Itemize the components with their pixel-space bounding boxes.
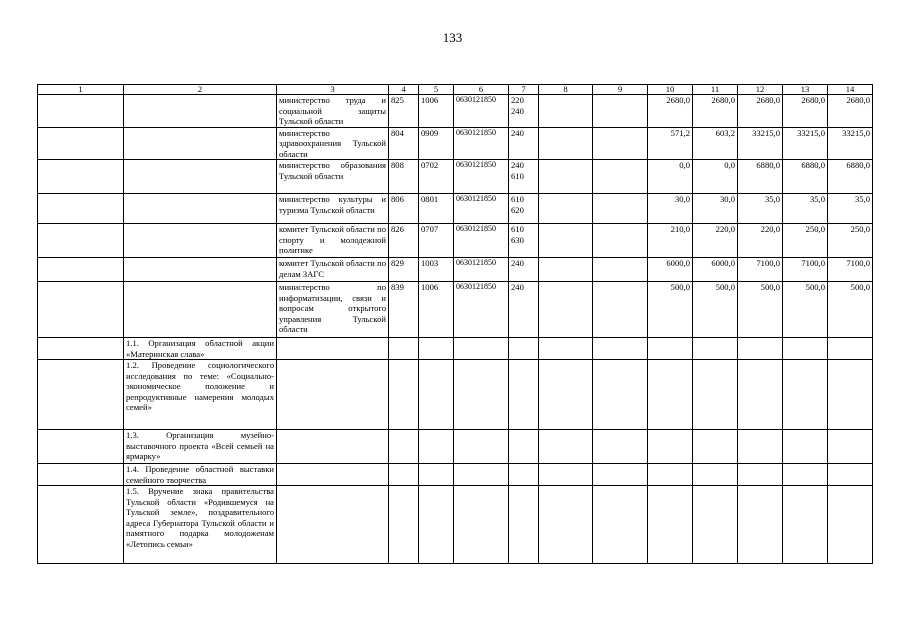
cell-c7: 610 620 (509, 194, 539, 224)
cell-c13: 500,0 (783, 282, 828, 338)
cell-c11: 30,0 (693, 194, 738, 224)
cell-c8 (539, 160, 593, 194)
cell-c4: 829 (389, 258, 419, 282)
cell-c10 (648, 464, 693, 486)
cell-c3 (277, 360, 389, 430)
cell-c9 (593, 224, 648, 258)
cell-c5: 1006 (419, 95, 454, 128)
cell-c7 (509, 338, 539, 360)
cell-c8 (539, 464, 593, 486)
cell-c6 (454, 464, 509, 486)
cell-c8 (539, 194, 593, 224)
cell-c9 (593, 282, 648, 338)
table-row (38, 194, 873, 224)
column-header: 2 (124, 85, 277, 95)
cell-c8 (539, 430, 593, 464)
cell-c4 (389, 338, 419, 360)
cell-c5 (419, 486, 454, 564)
cell-c7 (509, 360, 539, 430)
cell-c6: 0630121850 (454, 258, 509, 282)
cell-c11 (693, 338, 738, 360)
cell-c3: министерство труда и социальной защиты Тульской области (277, 95, 389, 128)
cell-c6 (454, 338, 509, 360)
cell-c9 (593, 127, 648, 160)
column-header: 12 (738, 85, 783, 95)
cell-c12: 7100,0 (738, 258, 783, 282)
cell-c5: 0801 (419, 194, 454, 224)
table-row (38, 282, 873, 338)
cell-c9 (593, 194, 648, 224)
cell-c4 (389, 486, 419, 564)
cell-c4: 808 (389, 160, 419, 194)
column-header: 5 (419, 85, 454, 95)
cell-c4: 806 (389, 194, 419, 224)
cell-c4: 825 (389, 95, 419, 128)
table-row (38, 160, 873, 194)
cell-c2: 1.2. Проведение социологического исследования по теме: «Социально-экономическое положение и репродуктивные намерения молодых семей» (124, 360, 277, 430)
cell-c4 (389, 360, 419, 430)
cell-c8 (539, 486, 593, 564)
cell-c12 (738, 338, 783, 360)
cell-c11: 500,0 (693, 282, 738, 338)
cell-c7: 220 240 (509, 95, 539, 128)
header-row (38, 85, 873, 95)
cell-c9 (593, 464, 648, 486)
cell-c11: 0,0 (693, 160, 738, 194)
cell-c2 (124, 224, 277, 258)
cell-c11: 603,2 (693, 127, 738, 160)
cell-c12 (738, 464, 783, 486)
cell-c12 (738, 360, 783, 430)
cell-c14 (828, 338, 873, 360)
cell-c7: 240 610 (509, 160, 539, 194)
cell-c2: 1.5. Вручение знака правительства Тульской области «Родившемуся на Тульской земле», поздравительного адреса Губернатора Тульской области и памятного подарка молодоженам «Летопись семьи» (124, 486, 277, 564)
cell-c7: 610 630 (509, 224, 539, 258)
cell-c3 (277, 338, 389, 360)
cell-c6: 0630121850 (454, 127, 509, 160)
cell-c7: 240 (509, 127, 539, 160)
cell-c13 (783, 338, 828, 360)
column-header: 11 (693, 85, 738, 95)
cell-c9 (593, 338, 648, 360)
cell-c14: 6880,0 (828, 160, 873, 194)
cell-c10 (648, 430, 693, 464)
cell-c11 (693, 464, 738, 486)
table-row (38, 464, 873, 486)
cell-c2 (124, 194, 277, 224)
cell-c6: 0630121850 (454, 224, 509, 258)
table-row (38, 486, 873, 564)
cell-c10 (648, 360, 693, 430)
cell-empty (38, 430, 124, 464)
cell-c2 (124, 282, 277, 338)
column-header: 7 (509, 85, 539, 95)
cell-c2 (124, 127, 277, 160)
cell-c13: 2680,0 (783, 95, 828, 128)
cell-c7 (509, 464, 539, 486)
cell-empty (38, 194, 124, 224)
table-row (38, 127, 873, 160)
cell-c3 (277, 430, 389, 464)
cell-c4: 804 (389, 127, 419, 160)
cell-c9 (593, 258, 648, 282)
cell-c12: 220,0 (738, 224, 783, 258)
column-header: 13 (783, 85, 828, 95)
cell-c12: 6880,0 (738, 160, 783, 194)
cell-c12: 35,0 (738, 194, 783, 224)
table-row (38, 95, 873, 128)
table-row (38, 360, 873, 430)
cell-c8 (539, 258, 593, 282)
cell-c6: 0630121850 (454, 282, 509, 338)
cell-c8 (539, 282, 593, 338)
cell-c13: 250,0 (783, 224, 828, 258)
column-header: 6 (454, 85, 509, 95)
cell-c2 (124, 95, 277, 128)
column-header: 1 (38, 85, 124, 95)
cell-c3: комитет Тульской области по спорту и молодежной политике (277, 224, 389, 258)
cell-c5: 0909 (419, 127, 454, 160)
cell-c4 (389, 464, 419, 486)
cell-empty (38, 160, 124, 194)
cell-c10: 2680,0 (648, 95, 693, 128)
cell-c2 (124, 160, 277, 194)
cell-c8 (539, 127, 593, 160)
cell-c14: 2680,0 (828, 95, 873, 128)
cell-c3: министерство культуры и туризма Тульской области (277, 194, 389, 224)
cell-c6: 0630121850 (454, 194, 509, 224)
column-header: 8 (539, 85, 593, 95)
cell-c5 (419, 360, 454, 430)
cell-c8 (539, 224, 593, 258)
cell-empty (38, 127, 124, 160)
cell-c12: 33215,0 (738, 127, 783, 160)
cell-c10: 0,0 (648, 160, 693, 194)
cell-c3: министерство здравоохранения Тульской области (277, 127, 389, 160)
cell-c5: 0702 (419, 160, 454, 194)
column-header: 3 (277, 85, 389, 95)
cell-c10: 571,2 (648, 127, 693, 160)
cell-c2: 1.1. Организация областной акции «Материнская слава» (124, 338, 277, 360)
cell-c14: 500,0 (828, 282, 873, 338)
cell-c12: 500,0 (738, 282, 783, 338)
cell-c14: 250,0 (828, 224, 873, 258)
cell-c3: министерство образования Тульской области (277, 160, 389, 194)
cell-c13: 6880,0 (783, 160, 828, 194)
table-row (38, 224, 873, 258)
cell-c11 (693, 486, 738, 564)
cell-c10: 6000,0 (648, 258, 693, 282)
cell-c9 (593, 160, 648, 194)
cell-c10 (648, 486, 693, 564)
cell-empty (38, 224, 124, 258)
column-header: 14 (828, 85, 873, 95)
cell-c5 (419, 464, 454, 486)
cell-c8 (539, 95, 593, 128)
cell-c6 (454, 430, 509, 464)
cell-c4: 826 (389, 224, 419, 258)
cell-c10: 210,0 (648, 224, 693, 258)
cell-c5 (419, 430, 454, 464)
cell-empty (38, 282, 124, 338)
cell-empty (38, 338, 124, 360)
cell-c13 (783, 486, 828, 564)
page-number: 133 (442, 30, 463, 45)
cell-c13: 33215,0 (783, 127, 828, 160)
cell-c10: 500,0 (648, 282, 693, 338)
cell-c13 (783, 464, 828, 486)
cell-c7 (509, 430, 539, 464)
cell-c4: 839 (389, 282, 419, 338)
cell-c13 (783, 360, 828, 430)
cell-c14: 33215,0 (828, 127, 873, 160)
cell-c7: 240 (509, 282, 539, 338)
cell-c6: 0630121850 (454, 160, 509, 194)
cell-c6 (454, 360, 509, 430)
cell-c12 (738, 486, 783, 564)
cell-c14 (828, 464, 873, 486)
cell-c14 (828, 486, 873, 564)
cell-c2 (124, 258, 277, 282)
cell-c14: 35,0 (828, 194, 873, 224)
cell-empty (38, 258, 124, 282)
cell-c11: 2680,0 (693, 95, 738, 128)
cell-c9 (593, 430, 648, 464)
cell-c8 (539, 338, 593, 360)
cell-c13: 35,0 (783, 194, 828, 224)
cell-c14: 7100,0 (828, 258, 873, 282)
cell-c7: 240 (509, 258, 539, 282)
cell-c7 (509, 486, 539, 564)
column-header: 9 (593, 85, 648, 95)
cell-c6 (454, 486, 509, 564)
cell-empty (38, 360, 124, 430)
cell-c5 (419, 338, 454, 360)
cell-c6: 0630121850 (454, 95, 509, 128)
cell-c11: 6000,0 (693, 258, 738, 282)
cell-c10 (648, 338, 693, 360)
cell-c9 (593, 360, 648, 430)
cell-c3 (277, 464, 389, 486)
cell-c5: 1006 (419, 282, 454, 338)
column-header: 10 (648, 85, 693, 95)
table-body (38, 95, 873, 564)
cell-c14 (828, 430, 873, 464)
cell-c5: 1003 (419, 258, 454, 282)
table-row (38, 338, 873, 360)
cell-c2: 1.3. Организация музейно-выставочного проекта «Всей семьей на ярмарку» (124, 430, 277, 464)
cell-c4 (389, 430, 419, 464)
cell-c9 (593, 486, 648, 564)
cell-c9 (593, 95, 648, 128)
table-row (38, 430, 873, 464)
cell-empty (38, 464, 124, 486)
cell-c3: министерство по информатизации, связи и вопросам открытого управления Тульской области (277, 282, 389, 338)
cell-c3: комитет Тульской области по делам ЗАГС (277, 258, 389, 282)
cell-c14 (828, 360, 873, 430)
cell-c11: 220,0 (693, 224, 738, 258)
cell-c11 (693, 360, 738, 430)
cell-c12 (738, 430, 783, 464)
table-row (38, 258, 873, 282)
cell-c12: 2680,0 (738, 95, 783, 128)
cell-c2: 1.4. Проведение областной выставки семейного творчества (124, 464, 277, 486)
cell-empty (38, 486, 124, 564)
cell-c3 (277, 486, 389, 564)
cell-empty (38, 95, 124, 128)
cell-c11 (693, 430, 738, 464)
column-header: 4 (389, 85, 419, 95)
budget-table (37, 84, 873, 564)
cell-c8 (539, 360, 593, 430)
cell-c13 (783, 430, 828, 464)
cell-c10: 30,0 (648, 194, 693, 224)
cell-c13: 7100,0 (783, 258, 828, 282)
cell-c5: 0707 (419, 224, 454, 258)
